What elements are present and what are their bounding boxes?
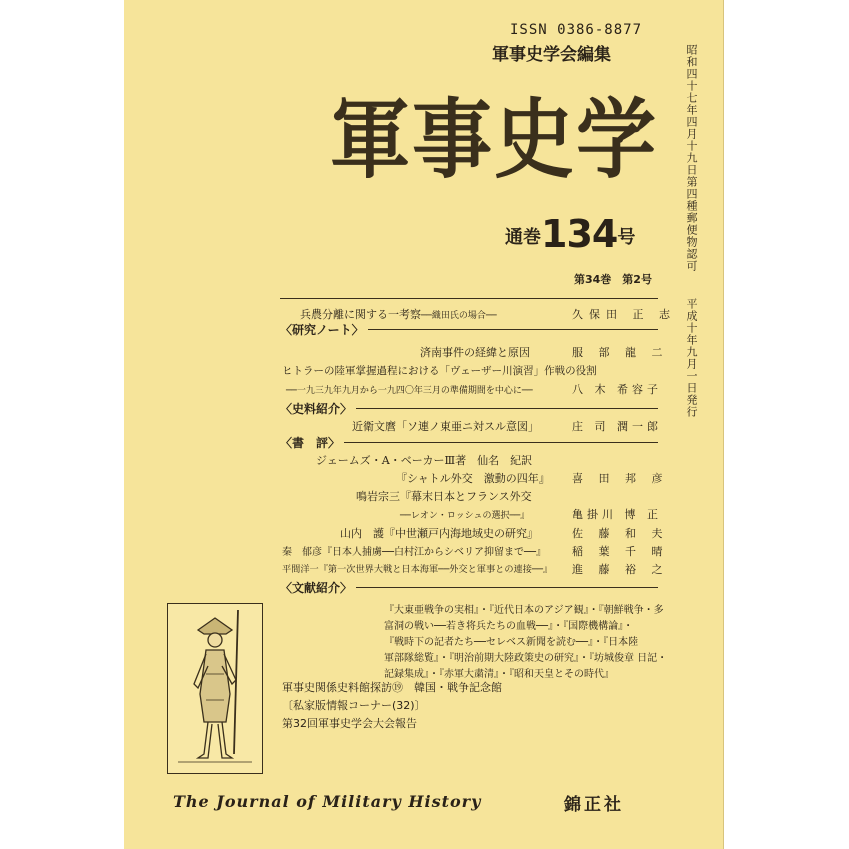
- review-title: 平間洋一『第一次世界大戦と日本海軍──外交と軍事との連接──』: [282, 564, 553, 575]
- issue-digits: 134: [541, 212, 618, 256]
- section-heading-bibliography: 〈文献紹介〉: [280, 579, 356, 596]
- issue-suffix: 号: [617, 227, 636, 248]
- article-title: 兵農分離に関する一考察──織田氏の場合──: [300, 308, 497, 321]
- note-author: 服 部 龍 二: [572, 346, 669, 359]
- bibliography-line: 『戦時下の記者たち──セレベス新聞を読む──』・『日本陸: [384, 637, 639, 648]
- note-title: 済南事件の経緯と原因: [420, 346, 530, 359]
- review-title: 秦 郁彦『日本人捕虜──白村江からシベリア抑留まで──』: [282, 547, 547, 558]
- soldier-illustration: [167, 603, 263, 774]
- section-heading-sources: 〈史料紹介〉: [280, 400, 356, 417]
- volume-label: 第34巻 第2号: [574, 273, 652, 286]
- review-author: 亀掛川 博 正: [572, 508, 662, 521]
- divider: [280, 298, 658, 299]
- journal-title: 軍事史学: [330, 89, 658, 190]
- publication-date-note: 平成十年九月一日発行: [685, 298, 698, 418]
- publisher-name: 錦正社: [564, 795, 624, 815]
- source-author: 庄 司 潤一郎: [572, 420, 662, 433]
- review-author: 喜 田 邦 彦: [572, 472, 669, 485]
- review-line: ジェームズ・A・ベーカーⅢ著 仙名 紀訳: [316, 454, 533, 467]
- review-title: 鳴岩宗三『幕末日本とフランス外交: [356, 490, 532, 503]
- conference-report-item: 第32回軍事史学会大会報告: [282, 717, 417, 730]
- issue-prefix: 通巻: [505, 227, 541, 248]
- review-author: 佐 藤 和 夫: [572, 527, 669, 540]
- review-author: 稲 葉 千 晴: [572, 545, 669, 558]
- note-author: 八 木 希容子: [572, 383, 662, 396]
- issn-number: ISSN 0386-8877: [510, 22, 643, 38]
- private-publication-item: 〔私家版情報コーナー(32)〕: [282, 699, 426, 712]
- review-title: 『シャトル外交 激動の四年』: [396, 472, 550, 485]
- source-title: 近衛文麿「ソ連ノ東亜ニ対スル意図」: [352, 420, 539, 433]
- review-subtitle: ──レオン・ロッシュの選択──』: [400, 511, 530, 521]
- issue-number: [505, 212, 635, 256]
- journal-english-title: The Journal of Military History: [173, 792, 482, 811]
- review-title: 山内 護『中世瀬戸内海地域史の研究』: [340, 527, 538, 540]
- editor-credit: 軍事史学会編集: [492, 45, 611, 65]
- postal-registration-note: 昭和四十七年四月十九日第四種郵便物認可: [685, 44, 698, 272]
- review-author: 進 藤 裕 之: [572, 563, 669, 576]
- section-heading-research-notes: 〈研究ノート〉: [280, 321, 368, 338]
- bibliography-line: 軍部隊総覧』・『明治前期大陸政策史の研究』・『坊城俊章 日記・: [384, 653, 668, 664]
- bibliography-line: 記録集成』・『赤軍大粛清』・『昭和天皇とその時代』: [384, 669, 614, 680]
- section-heading-reviews: 〈書 評〉: [280, 434, 344, 451]
- article-author: 久保田 正 志: [572, 308, 676, 321]
- bibliography-line: 富洞の戦い──若き将兵たちの血戦──』・『国際機構論』・: [384, 621, 634, 632]
- note-title: ヒトラーの陸軍掌握過程における「ヴェーザー川演習」作戦の役割: [282, 365, 597, 377]
- soldier-figure-icon: [168, 604, 262, 773]
- note-subtitle: ──一九三九年九月から一九四〇年三月の準備期間を中心に──: [286, 386, 533, 396]
- bibliography-line: 『大東亜戦争の実相』・『近代日本のアジア観』・『朝鮮戦争・多: [384, 605, 664, 616]
- museum-visit-item: 軍事史関係史料館探訪⑲ 韓国・戦争記念館: [282, 681, 502, 694]
